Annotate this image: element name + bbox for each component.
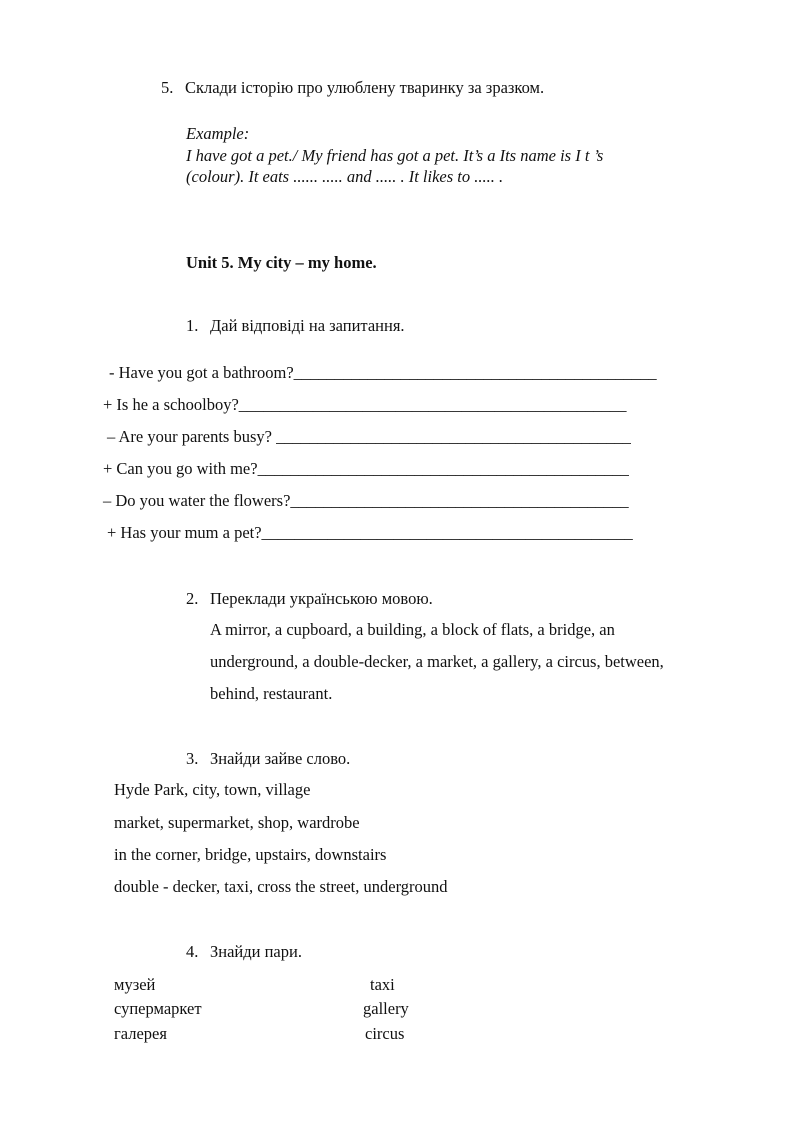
example-line-2: (colour). It eats ...... ..... and ..... . It likes to ..... . xyxy=(186,167,504,186)
ex3-word-group: market, supermarket, shop, wardrobe xyxy=(114,813,360,832)
example-line-1: I have got a pet./ My friend has got a pet. It’s a Its name is I t ’s xyxy=(186,146,604,165)
ex1-number: 1. xyxy=(186,316,199,335)
ex4-heading xyxy=(186,942,302,962)
question-line: + Can you go with me?_____________________________________________ xyxy=(103,459,629,478)
ex4-number: 4. xyxy=(186,942,199,961)
ex4-title: Знайди пари. xyxy=(210,942,302,961)
ex2-number: 2. xyxy=(186,589,199,608)
ex4-right-word: circus xyxy=(365,1024,405,1043)
question-line: + Is he a schoolboy?_______________________________________________ xyxy=(103,395,627,414)
ex2-text-line: underground, a double-decker, a market, a gallery, a circus, between, xyxy=(210,652,664,671)
ex2-text-line: behind, restaurant. xyxy=(210,684,333,703)
ex1-title: Дай відповіді на запитання. xyxy=(210,316,405,335)
ex1-heading xyxy=(186,316,405,336)
ex4-left-word: супермаркет xyxy=(114,999,202,1018)
ex4-right-word: taxi xyxy=(370,975,395,994)
question-line: - Have you got a bathroom?____________________________________________ xyxy=(109,363,657,382)
ex2-title: Переклади українською мовою. xyxy=(210,589,433,608)
ex4-left-word: музей xyxy=(114,975,156,994)
example-label: Example: xyxy=(186,124,250,143)
ex4-right-word: gallery xyxy=(363,999,409,1018)
question-line: – Do you water the flowers?_________________________________________ xyxy=(103,491,629,510)
ex3-word-group: Hyde Park, city, town, village xyxy=(114,780,311,799)
ex3-heading xyxy=(186,749,350,769)
task5-heading xyxy=(161,78,544,98)
ex2-text-line: A mirror, a cupboard, a building, a block of flats, a bridge, an xyxy=(210,620,615,639)
ex3-number: 3. xyxy=(186,749,199,768)
unit-title: Unit 5. My city – my home. xyxy=(186,253,377,272)
ex3-word-group: double - decker, taxi, cross the street, underground xyxy=(114,877,448,896)
question-line: + Has your mum a pet?_____________________________________________ xyxy=(107,523,633,542)
task5-number: 5. xyxy=(161,78,174,97)
ex3-title: Знайди зайве слово. xyxy=(210,749,351,768)
ex4-left-word: галерея xyxy=(114,1024,167,1043)
ex3-word-group: in the corner, bridge, upstairs, downstairs xyxy=(114,845,387,864)
question-line: – Are your parents busy? ___________________________________________ xyxy=(107,427,631,446)
ex2-heading xyxy=(186,589,433,609)
task5-instruction: Склади історію про улюблену тваринку за зразком. xyxy=(185,78,545,97)
